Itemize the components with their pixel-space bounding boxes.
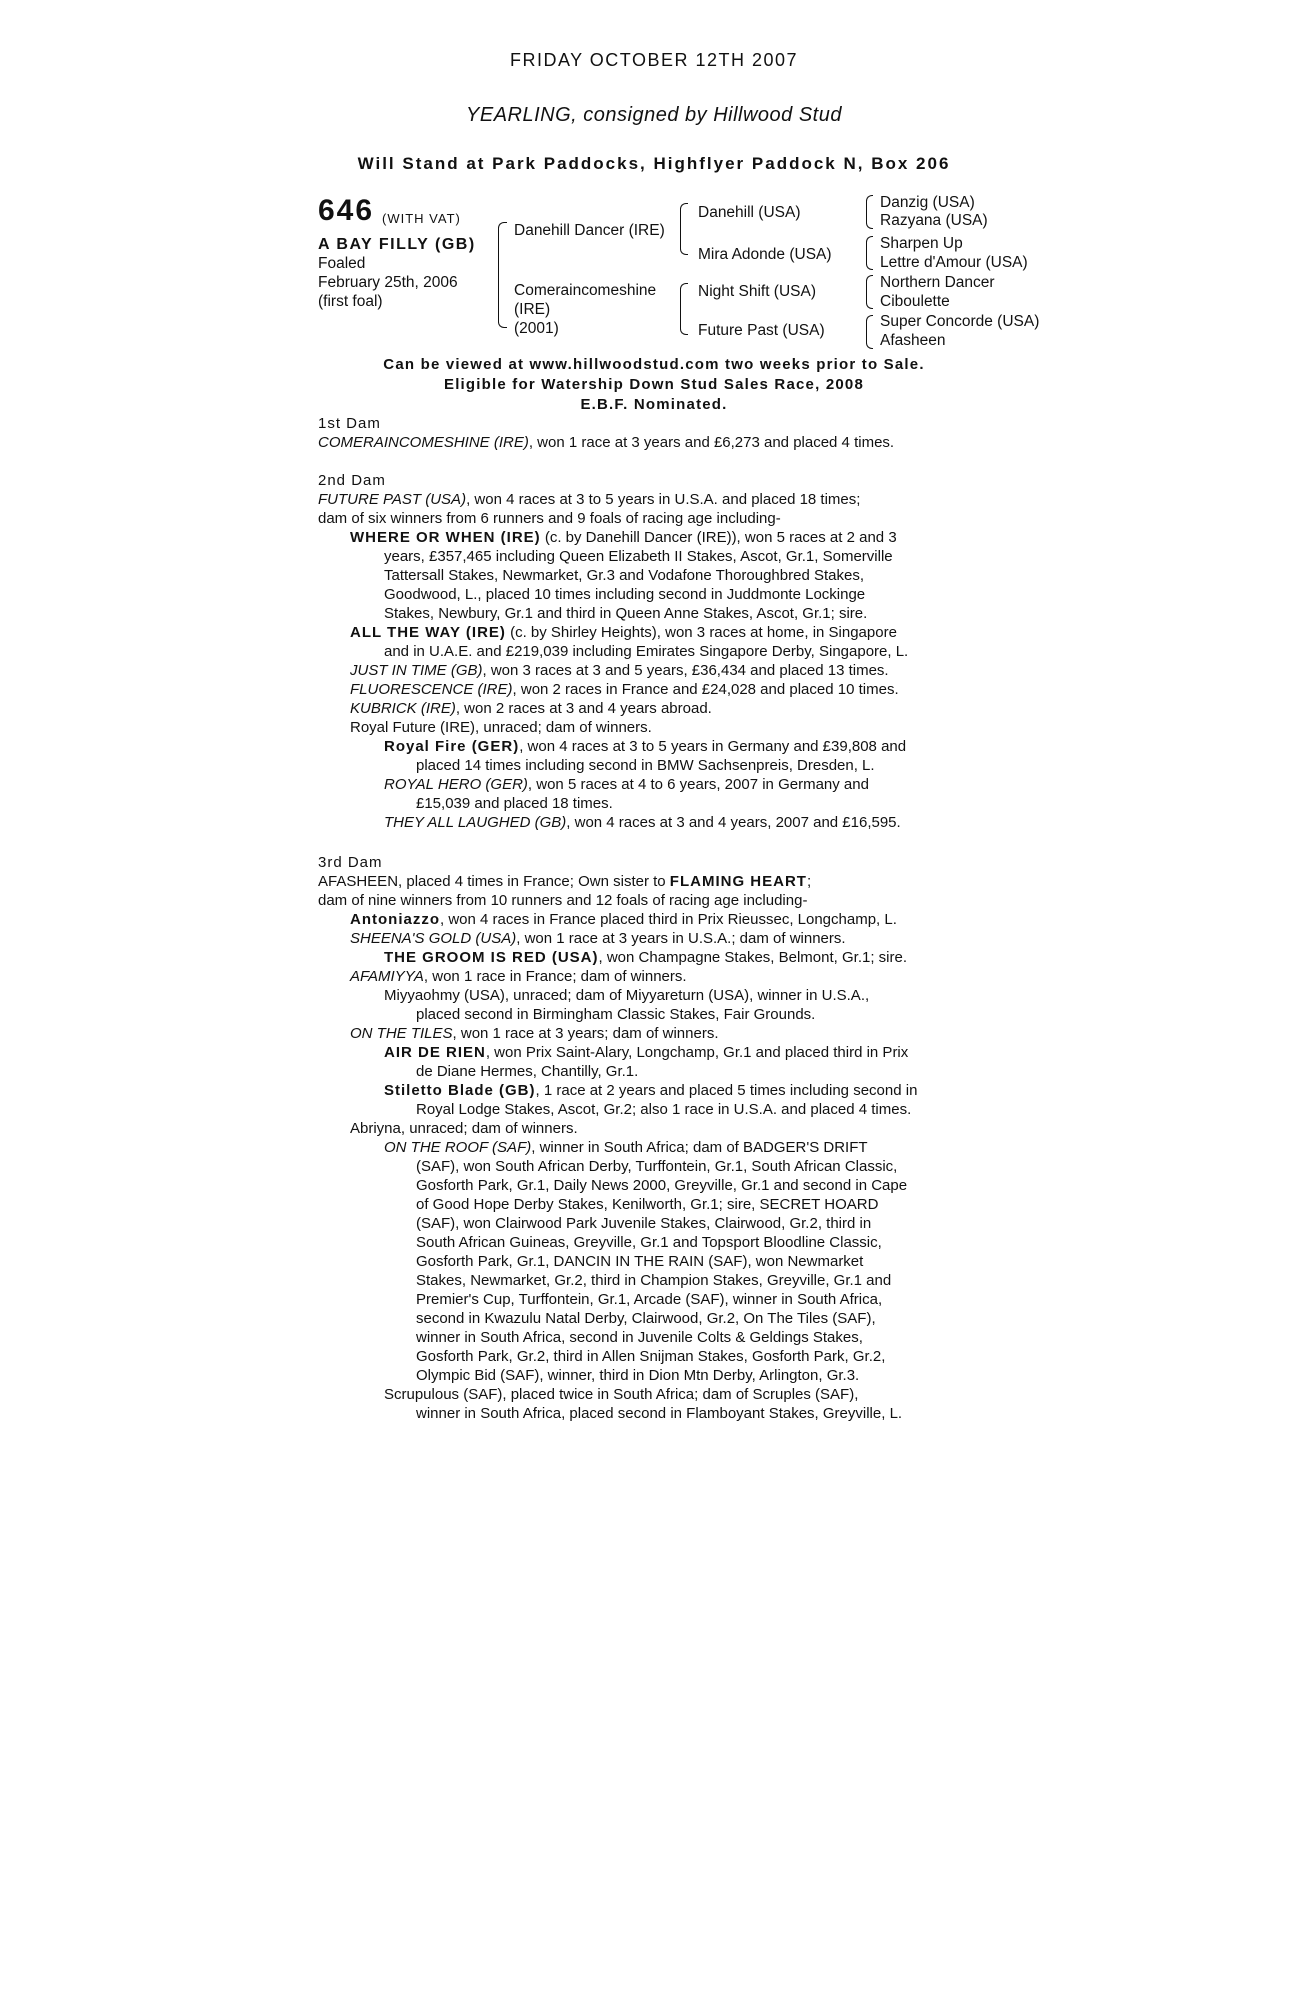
produce-name-bold: ALL THE WAY (IRE)	[350, 624, 506, 641]
produce-line	[318, 1404, 1008, 1423]
produce-text: Royal Future (IRE), unraced; dam of winners.	[350, 719, 652, 736]
pedigree-brace-ss	[866, 195, 873, 229]
produce-text: Gosforth Park, Gr.1, Daily News 2000, Greyville, Gr.1 and second in Cape	[416, 1177, 908, 1194]
produce-line	[318, 642, 1008, 661]
produce-line	[318, 1385, 1008, 1404]
produce-line	[318, 986, 1008, 1005]
first-dam-line	[318, 433, 1008, 452]
pedigree-brace-sd	[866, 236, 873, 270]
third-dam-heading: 3rd Dam	[318, 854, 383, 871]
produce-line	[318, 1119, 1008, 1138]
produce-line	[318, 1233, 1008, 1252]
produce-line	[318, 1347, 1008, 1366]
produce-text: Olympic Bid (SAF), winner, third in Dion Mtn Derby, Arlington, Gr.3.	[416, 1367, 860, 1384]
produce-text: of Good Hope Derby Stakes, Kenilworth, Gr.1; sire, SECRET HOARD	[416, 1196, 879, 1213]
produce-text: Gosforth Park, Gr.1, DANCIN IN THE RAIN (SAF), won Newmarket	[416, 1253, 864, 1270]
produce-text: , winner in South Africa; dam of BADGER'S DRIFT	[531, 1139, 868, 1156]
first-dam-section	[318, 414, 1008, 452]
produce-text: , won Champagne Stakes, Belmont, Gr.1; sire.	[598, 949, 907, 966]
produce-line	[318, 1252, 1008, 1271]
produce-line	[318, 1005, 1008, 1024]
produce-line	[318, 1138, 1008, 1157]
foaled-date: February 25th, 2006	[318, 274, 458, 291]
third-dam-section	[318, 853, 1008, 1423]
pedigree-brace-sire	[680, 203, 688, 255]
second-dam-line	[318, 490, 1008, 509]
sire-name: Danehill Dancer (IRE)	[514, 222, 665, 239]
produce-text: Goodwood, L., placed 10 times including second in Juddmonte Lockinge	[384, 586, 866, 603]
produce-text: years, £357,465 including Queen Elizabeth II Stakes, Ascot, Gr.1, Somerville	[384, 548, 893, 565]
produce-name-italic: THEY ALL LAUGHED (GB)	[384, 814, 567, 831]
produce-text: Abriyna, unraced; dam of winners.	[350, 1120, 578, 1137]
produce-line	[318, 699, 1008, 718]
produce-text: winner in South Africa, placed second in Flamboyant Stakes, Greyville, L.	[416, 1405, 903, 1422]
produce-line	[318, 1043, 1008, 1062]
second-dam-produce-list	[318, 528, 1008, 832]
produce-line	[318, 566, 1008, 585]
stand-location: Will Stand at Park Paddocks, Highflyer Paddock N, Box 206	[357, 154, 951, 173]
produce-text: Scrupulous (SAF), placed twice in South Africa; dam of Scruples (SAF),	[384, 1386, 859, 1403]
produce-text: Tattersall Stakes, Newmarket, Gr.3 and Vodafone Thoroughbred Stakes,	[384, 567, 864, 584]
produce-text: , 1 race at 2 years and placed 5 times including second in	[535, 1082, 918, 1099]
produce-text: £15,039 and placed 18 times.	[416, 795, 613, 812]
produce-line	[318, 967, 1008, 986]
produce-text: Stakes, Newmarket, Gr.2, third in Champion Stakes, Greyville, Gr.1 and	[416, 1272, 892, 1289]
produce-name-bold: Antoniazzo	[350, 911, 440, 928]
produce-text: , won 4 races at 3 to 5 years in Germany and £39,808 and	[519, 738, 907, 755]
produce-text: de Diane Hermes, Chantilly, Gr.1.	[416, 1063, 639, 1080]
ped-dsd: Ciboulette	[880, 293, 950, 310]
produce-text: winner in South Africa, second in Juvenile Colts & Geldings Stakes,	[416, 1329, 863, 1346]
eligibility-note: Eligible for Watership Down Stud Sales Race, 2008	[443, 376, 864, 393]
produce-line	[318, 528, 1008, 547]
produce-line	[318, 1062, 1008, 1081]
produce-line	[318, 813, 1008, 832]
dam-country: (IRE)	[514, 301, 551, 318]
produce-text: (SAF), won South African Derby, Turffontein, Gr.1, South African Classic,	[416, 1158, 898, 1175]
produce-text: Royal Lodge Stakes, Ascot, Gr.2; also 1 race in U.S.A. and placed 4 times.	[416, 1101, 912, 1118]
produce-text: Gosforth Park, Gr.2, third in Allen Snijman Stakes, Gosforth Park, Gr.2,	[416, 1348, 886, 1365]
first-dam-record: , won 1 race at 3 years and £6,273 and placed 4 times.	[528, 434, 895, 451]
produce-line	[318, 604, 1008, 623]
pedigree-brace-main	[498, 222, 507, 328]
produce-name-bold: WHERE OR WHEN (IRE)	[350, 529, 541, 546]
consignor-line: YEARLING, consigned by Hillwood Stud	[466, 104, 842, 126]
pedigree-brace-dam	[680, 283, 688, 335]
dam-of-dam: Future Past (USA)	[698, 322, 825, 339]
ped-sdd: Lettre d'Amour (USA)	[880, 254, 1028, 271]
produce-name-italic: ROYAL HERO (GER)	[384, 776, 528, 793]
ped-dss: Northern Dancer	[880, 274, 995, 291]
produce-line	[318, 1214, 1008, 1233]
produce-text: , won Prix Saint-Alary, Longchamp, Gr.1 and placed third in Prix	[485, 1044, 909, 1061]
produce-name-italic: AFAMIYYA	[350, 968, 424, 985]
second-dam-name: FUTURE PAST (USA)	[318, 491, 467, 508]
sire-of-dam: Night Shift (USA)	[698, 283, 817, 300]
produce-line	[318, 585, 1008, 604]
third-dam-record: AFASHEEN, placed 4 times in France; Own sister to	[318, 873, 670, 890]
sire-of-sire: Danehill (USA)	[698, 204, 801, 221]
produce-text: South African Guineas, Greyville, Gr.1 and Topsport Bloodline Classic,	[416, 1234, 882, 1251]
pedigree-brace-dd	[866, 315, 873, 349]
dam-name: Comeraincomeshine	[514, 282, 657, 299]
produce-name-italic: ON THE ROOF (SAF)	[384, 1139, 532, 1156]
produce-name-italic: SHEENA'S GOLD (USA)	[350, 930, 517, 947]
third-dam-line	[318, 872, 1008, 891]
produce-name-bold: THE GROOM IS RED (USA)	[384, 949, 599, 966]
first-dam-name: COMERAINCOMESHINE (IRE)	[318, 434, 529, 451]
produce-text: , won 1 race at 3 years; dam of winners.	[452, 1025, 719, 1042]
dam-of-sire: Mira Adonde (USA)	[698, 246, 832, 263]
third-dam-produce-summary: dam of nine winners from 10 runners and 12 foals of racing age including-	[318, 892, 808, 909]
produce-line	[318, 1290, 1008, 1309]
produce-line	[318, 1271, 1008, 1290]
produce-line	[318, 910, 1008, 929]
ped-sss: Danzig (USA)	[880, 194, 975, 211]
lot-description: A BAY FILLY (GB)	[318, 236, 476, 253]
second-dam-heading: 2nd Dam	[318, 472, 386, 489]
second-dam-section	[318, 471, 1008, 832]
produce-line	[318, 680, 1008, 699]
produce-text: , won 2 races at 3 and 4 years abroad.	[455, 700, 712, 717]
produce-line	[318, 1366, 1008, 1385]
second-dam-record: , won 4 races at 3 to 5 years in U.S.A. and placed 18 times;	[466, 491, 861, 508]
foaled-label: Foaled	[318, 255, 366, 272]
produce-name-italic: JUST IN TIME (GB)	[350, 662, 483, 679]
produce-text: , won 1 race in France; dam of winners.	[423, 968, 687, 985]
produce-line	[318, 948, 1008, 967]
produce-name-italic: KUBRICK (IRE)	[350, 700, 456, 717]
produce-line	[318, 1195, 1008, 1214]
ped-dds: Super Concorde (USA)	[880, 313, 1040, 330]
produce-line	[318, 737, 1008, 756]
ped-sds: Sharpen Up	[880, 235, 963, 252]
produce-line	[318, 547, 1008, 566]
produce-text: Stakes, Newbury, Gr.1 and third in Queen Anne Stakes, Ascot, Gr.1; sire.	[384, 605, 868, 622]
produce-line	[318, 1024, 1008, 1043]
produce-text: , won 4 races at 3 and 4 years, 2007 and £16,595.	[566, 814, 901, 831]
produce-text: (SAF), won Clairwood Park Juvenile Stakes, Clairwood, Gr.2, third in	[416, 1215, 872, 1232]
ped-ssd: Razyana (USA)	[880, 212, 988, 229]
produce-text: placed 14 times including second in BMW Sachsenpreis, Dresden, L.	[416, 757, 875, 774]
produce-line	[318, 775, 1008, 794]
produce-name-bold: Stiletto Blade (GB)	[384, 1082, 536, 1099]
produce-text: (c. by Shirley Heights), won 3 races at home, in Singapore	[505, 624, 897, 641]
sale-date: FRIDAY OCTOBER 12TH 2007	[509, 50, 799, 70]
produce-line	[318, 1176, 1008, 1195]
produce-line	[318, 718, 1008, 737]
produce-line	[318, 929, 1008, 948]
produce-text: Miyyaohmy (USA), unraced; dam of Miyyareturn (USA), winner in U.S.A.,	[384, 987, 870, 1004]
produce-name-bold: AIR DE RIEN	[384, 1044, 486, 1061]
produce-name-italic: FLUORESCENCE (IRE)	[350, 681, 513, 698]
third-dam-punct: ;	[806, 873, 812, 890]
produce-text: second in Kwazulu Natal Derby, Clairwood, Gr.2, On The Tiles (SAF),	[416, 1310, 876, 1327]
produce-text: , won 2 races in France and £24,028 and placed 10 times.	[512, 681, 899, 698]
produce-text: , won 4 races in France placed third in Prix Rieussec, Longchamp, L.	[440, 911, 897, 928]
first-dam-heading: 1st Dam	[318, 415, 381, 432]
produce-line	[318, 623, 1008, 642]
produce-text: placed second in Birmingham Classic Stakes, Fair Grounds.	[416, 1006, 816, 1023]
produce-name-italic: ON THE TILES	[350, 1025, 453, 1042]
produce-line	[318, 1081, 1008, 1100]
produce-line	[318, 1309, 1008, 1328]
produce-line	[318, 1157, 1008, 1176]
lot-number: 646	[318, 194, 375, 227]
produce-text: , won 1 race at 3 years in U.S.A.; dam of winners.	[516, 930, 846, 947]
viewing-note: Can be viewed at www.hillwoodstud.com two weeks prior to Sale.	[383, 356, 925, 373]
produce-line	[318, 794, 1008, 813]
produce-text: and in U.A.E. and £219,039 including Emirates Singapore Derby, Singapore, L.	[384, 643, 909, 660]
produce-name-bold: Royal Fire (GER)	[384, 738, 520, 755]
second-dam-produce-summary: dam of six winners from 6 runners and 9 foals of racing age including-	[318, 510, 781, 527]
vat-note: (WITH VAT)	[382, 211, 461, 226]
produce-line	[318, 1100, 1008, 1119]
produce-text: , won 5 races at 4 to 6 years, 2007 in Germany and	[527, 776, 869, 793]
produce-text: (c. by Danehill Dancer (IRE)), won 5 races at 2 and 3	[540, 529, 897, 546]
third-dam-sister: FLAMING HEART	[669, 873, 807, 890]
produce-text: Premier's Cup, Turffontein, Gr.1, Arcade (SAF), winner in South Africa,	[416, 1291, 883, 1308]
pedigree-brace-ds	[866, 275, 873, 309]
ped-ddd: Afasheen	[880, 332, 946, 349]
produce-line	[318, 661, 1008, 680]
first-foal-note: (first foal)	[318, 293, 383, 310]
third-dam-produce-list	[318, 910, 1008, 1423]
produce-line	[318, 1328, 1008, 1347]
produce-line	[318, 756, 1008, 775]
ebf-note: E.B.F. Nominated.	[580, 396, 728, 413]
produce-text: , won 3 races at 3 and 5 years, £36,434 and placed 13 times.	[482, 662, 889, 679]
dam-year: (2001)	[514, 320, 559, 337]
